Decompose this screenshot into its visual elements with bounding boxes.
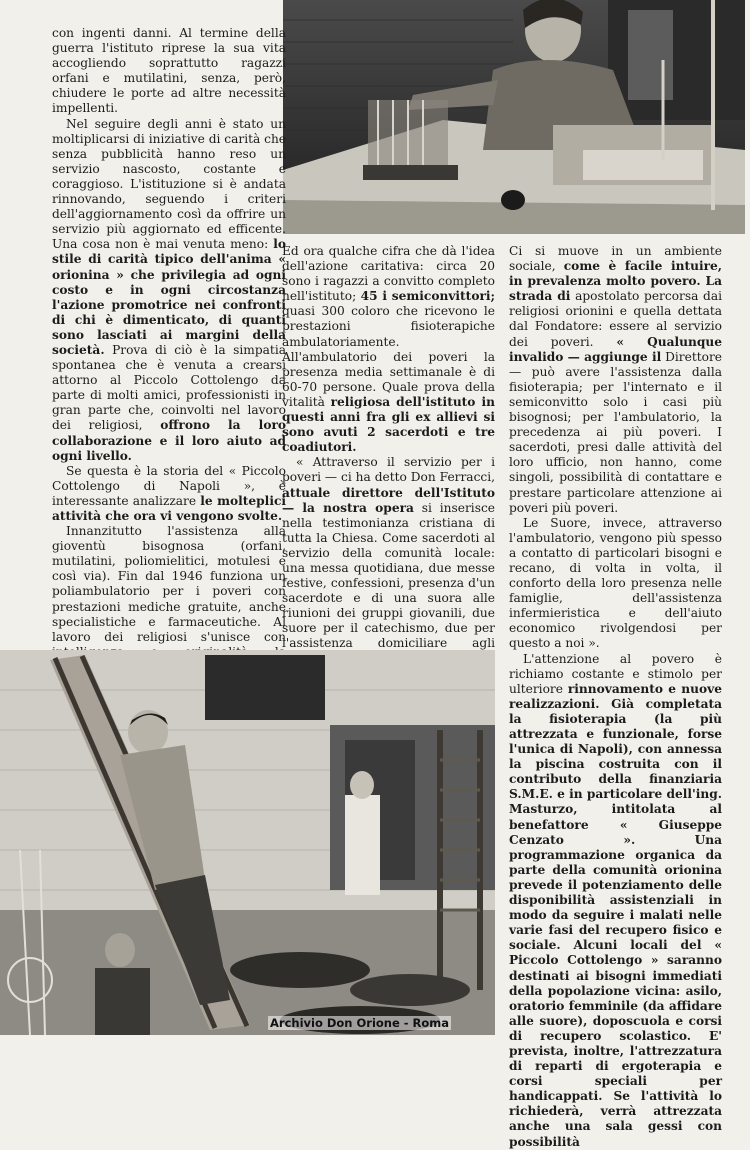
physiotherapy-photo (283, 0, 745, 234)
archive-footer: Archivio Don Orione - Roma (270, 1016, 450, 1030)
paragraph: con ingenti danni. Al termine della guerra l'istituto riprese la sua vita accogliendo soprattutto ragazzi orfani e mutilatini, senza, però, chiudere le porte ad altre necessità impellenti. (52, 26, 286, 116)
paragraph: Ci si muove in un ambiente sociale, come è facile intuire, in prevalenza molto povero. La strada di apostolato percorsa dai religiosi orionini e quella dettata dal Fondatore: essere al servizio dei poveri. « Qualunque invalido — aggiunge il Direttore — può avere l'assistenza dalla fisioterapia; per l'internato e il semiconvitto solo i casi più bisognosi; per l'ambulatorio, la precedenza ai più poveri. I sacerdoti, presi dalle attività del loro ufficio, non hanno, come singoli, possibilità di contattare e prestare particolare attenzione ai poveri più poveri. (509, 244, 723, 515)
paragraph: Nel seguire degli anni è stato un moltiplicarsi di iniziative di carità che senza pubblicità hanno reso un servizio nascosto, costante e coraggioso. L'istituzione si è andata rinnovando, seguendo i criteri dell'aggiornamento così da offrire un servizio più aggiornato ed efficente. Una cosa non è mai venuta meno: lo stile di carità tipico dell'anima « orionina » che privilegia ad ogni costo e in ogni circostanza l'azione promotrice nei confronti di chi è dimenticato, di quanti sono lasciati ai margini della società. Prova di ciò è la simpatia spontanea che è venuta a crearsi attorno al Piccolo Cottolengo da parte di molti amici, professionisti in gran parte che, coinvolti nel lavoro dei religiosi, offrono la loro collaborazione e il loro aiuto ad ogni livello. (52, 116, 287, 463)
paragraph: Ed ora qualche cifra che dà l'idea dell'azione caritativa: circa 20 sono i ragazzi a convitto completo nell'istituto; 45 i semiconvittori; quasi 300 coloro che ricevono le prestazioni fisioterapiche ambulatoriamente. All'ambulatorio dei poveri la presenza media settimanale è di 60-70 persone. Quale prova della vitalità religiosa dell'istituto in questi anni fra gli ex allievi si sono avuti 2 sacerdoti e tre coadiutori. (282, 244, 496, 455)
paragraph: L'attenzione al povero è richiamo costante e stimolo per ulteriore rinnovamento e nuove realizzazioni. Già completata la fisioterapia (la più attrezzata e funzionale, forse l'unica di Napoli), con annessa la piscina costruita con il contributo della finanziaria S.M.E. e in particolare dell'ing. Masturzo, intitolata al benefattore « Giuseppe Cenzato ». Una programmazione organica da parte della comunità orionina prevede il potenziamento delle disponibilità assistenziali in modo da seguire i malati nelle varie fasi del recupero fisico e sociale. Alcuni locali del « Piccolo Cottolengo » saranno destinati ai bisogni immediati della popolazione vicina: asilo, oratorio femminile (da affidare alle suore), doposcuola e corsi di recupero scolastico. E' prevista, inoltre, l'attrezzatura di reparti di ergoterapia e corsi speciali per handicappati. Se l'attività lo richiederà, verrà attrezzata anche una sala gessi con possibilità (509, 651, 722, 1149)
text-column-3 (509, 244, 722, 1150)
paragraph: « Attraverso il servizio per i poveri — ci ha detto Don Ferracci, attuale direttore dell'Istituto — la nostra opera si inserisce nella testimonianza cristiana di tutta la Chiesa. Come sacerdoti al servizio della comunità locale: una messa quotidiana, due messe festive, confessioni, presenza d'un sacerdote e di una suora alle riunioni dei gruppi giovanili, due suore per il catechismo, due per l'assistenza domiciliare agli (282, 455, 495, 651)
physiotherapy-illustration (283, 0, 745, 234)
gym-illustration (0, 650, 495, 1035)
gym-photo (0, 650, 495, 1035)
paragraph: Se questa è la storia del « Piccolo Cottolengo di Napoli », è interessante analizzare le molteplici attività che ora vi vengono svolte. (52, 463, 286, 523)
paragraph: Le Suore, invece, attraverso l'ambulatorio, vengono più spesso a contatto di particolari bisogni e recano, di volta in volta, il conforto della loro presenza nelle famiglie, dell'assistenza infermieristica e dell'aiuto economico rivolgendosi per questo a noi ». (509, 515, 722, 651)
paragraph: Innanzitutto l'assistenza alla gioventù bisognosa (orfani, mutilatini, poliomielitici, motulesi e così via). Fin dal 1946 funziona un poliambulatorio per i poveri con prestazioni mediche gratuite, anche specialistiche e farmaceutiche. Al lavoro dei religiosi s'unisce con (52, 524, 286, 644)
